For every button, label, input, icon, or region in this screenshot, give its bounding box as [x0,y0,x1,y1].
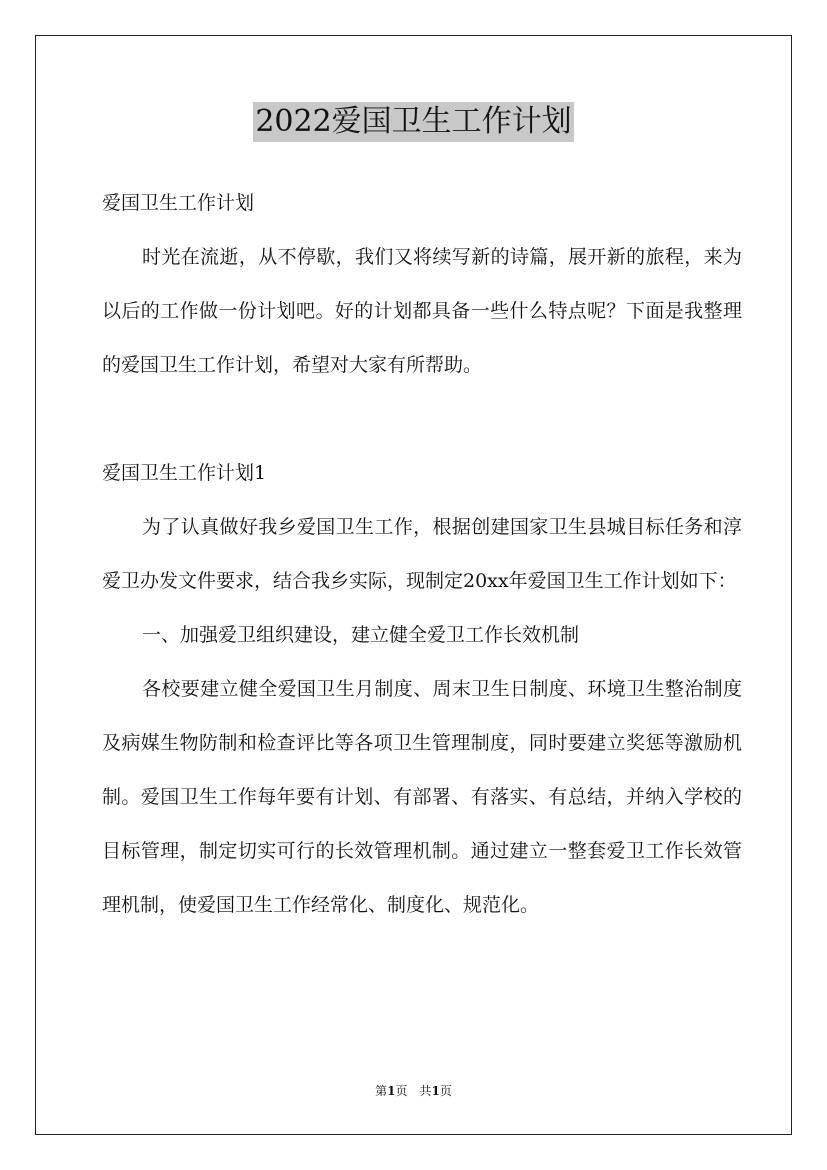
section-1-paragraph: 为了认真做好我乡爱国卫生工作，根据创建国家卫生县城目标任务和淳爱卫办发文件要求，结合我乡实际，现制定20xx年爱国卫生工作计划如下： [102,516,742,592]
item-1-heading: 一、加强爱卫组织建设，建立健全爱卫工作长效机制 [142,624,580,646]
document-title: 2022爱国卫生工作计划 [253,102,573,142]
current-page-number: 1 [387,1084,396,1098]
document-subtitle: 爱国卫生工作计划 [102,192,255,214]
title-container [0,102,827,142]
intro-paragraph: 时光在流逝，从不停歇，我们又将续写新的诗篇，展开新的旅程，来为以后的工作做一份计划吧。好的计划都具备一些什么特点呢？下面是我整理的爱国卫生工作计划，希望对大家有所帮助。 [102,246,742,376]
total-pages-number: 1 [431,1084,440,1098]
section-1-heading: 爱国卫生工作计划1 [102,462,267,484]
item-1-paragraph: 各校要建立健全爱国卫生月制度、周末卫生日制度、环境卫生整治制度及病媒生物防制和检查评比等各项卫生管理制度，同时要建立奖惩等激励机制。爱国卫生工作每年要有计划、有部署、有落实、有总结，并纳入学校的目标管理，制定切实可行的长效管理机制。通过建立一整套爱卫工作长效管理机制，使爱国卫生工作经常化、制度化、规范化。 [102,678,742,916]
document-body [102,176,742,932]
footer-mid: 页 共 [395,1084,432,1098]
page-footer [0,1083,827,1099]
footer-prefix: 第 [375,1084,388,1098]
paragraph-gap [102,392,742,446]
footer-suffix: 页 [439,1084,452,1098]
